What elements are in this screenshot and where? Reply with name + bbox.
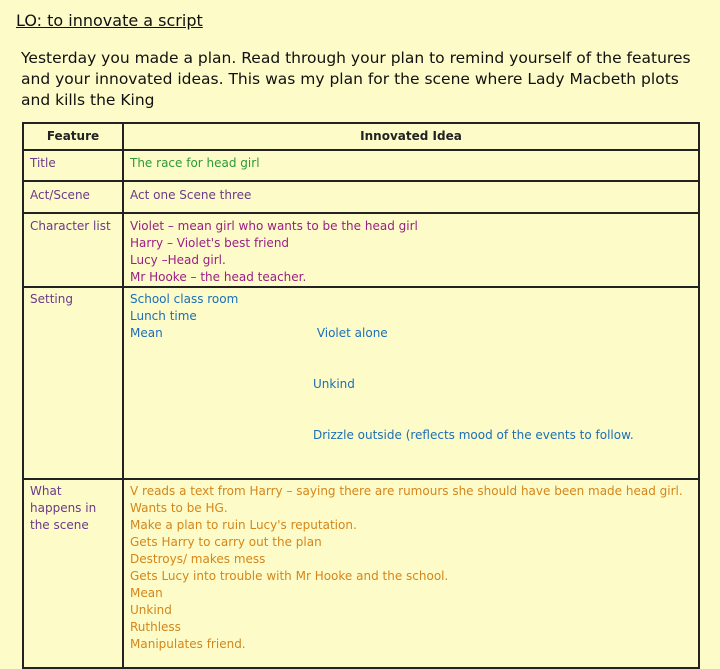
setting-line: School class room bbox=[130, 292, 239, 306]
table-row-setting bbox=[23, 287, 699, 479]
event-line: Manipulates friend. bbox=[130, 637, 246, 651]
header-feature: Feature bbox=[23, 123, 123, 150]
event-line: Ruthless bbox=[130, 620, 181, 634]
event-line: V reads a text from Harry – saying there are rumours she should have been made head girl. bbox=[130, 484, 683, 498]
table-header-row bbox=[23, 123, 699, 150]
setting-line: Violet alone bbox=[313, 326, 388, 340]
event-line: Gets Lucy into trouble with Mr Hooke and the school. bbox=[130, 569, 449, 583]
idea-character-list bbox=[123, 213, 699, 287]
feature-what-happens: What happens in the scene bbox=[23, 479, 123, 668]
character-line: Mr Hooke – the head teacher. bbox=[130, 270, 307, 284]
feature-act-scene: Act/Scene bbox=[23, 181, 123, 213]
character-line: Violet – mean girl who wants to be the head girl bbox=[130, 219, 418, 233]
event-line: Mean bbox=[130, 586, 163, 600]
event-line: Gets Harry to carry out the plan bbox=[130, 535, 322, 549]
event-line: Wants to be HG. bbox=[130, 501, 228, 515]
table-row-characters bbox=[23, 213, 699, 287]
feature-title: Title bbox=[23, 150, 123, 181]
header-innovated-idea: Innovated Idea bbox=[123, 123, 699, 150]
setting-line: Mean bbox=[130, 326, 163, 340]
table-row-what-happens bbox=[23, 479, 699, 668]
event-line: Unkind bbox=[130, 603, 172, 617]
character-line: Harry – Violet's best friend bbox=[130, 236, 290, 250]
idea-setting bbox=[123, 287, 699, 479]
intro-paragraph: Yesterday you made a plan. Read through your plan to remind yourself of the features and your innovated ideas. This was my plan for the scene where Lady Macbeth plots and kills the King bbox=[21, 49, 691, 109]
event-line: Destroys/ makes mess bbox=[130, 552, 266, 566]
feature-character-list: Character list bbox=[23, 213, 123, 287]
event-line: Make a plan to ruin Lucy's reputation. bbox=[130, 518, 357, 532]
idea-act-scene: Act one Scene three bbox=[123, 181, 699, 213]
feature-setting: Setting bbox=[23, 287, 123, 479]
setting-line: Lunch time bbox=[130, 309, 197, 323]
idea-title: The race for head girl bbox=[123, 150, 699, 181]
table-row-act bbox=[23, 181, 699, 213]
setting-line: Unkind bbox=[313, 377, 355, 391]
learning-objective: LO: to innovate a script bbox=[16, 11, 203, 30]
table-row-title bbox=[23, 150, 699, 181]
idea-what-happens bbox=[123, 479, 699, 668]
character-line: Lucy –Head girl. bbox=[130, 253, 226, 267]
setting-line: Drizzle outside (reflects mood of the events to follow. bbox=[313, 428, 634, 442]
plan-table bbox=[22, 122, 700, 669]
setting-right-column bbox=[313, 291, 692, 478]
setting-left-column bbox=[130, 291, 313, 478]
